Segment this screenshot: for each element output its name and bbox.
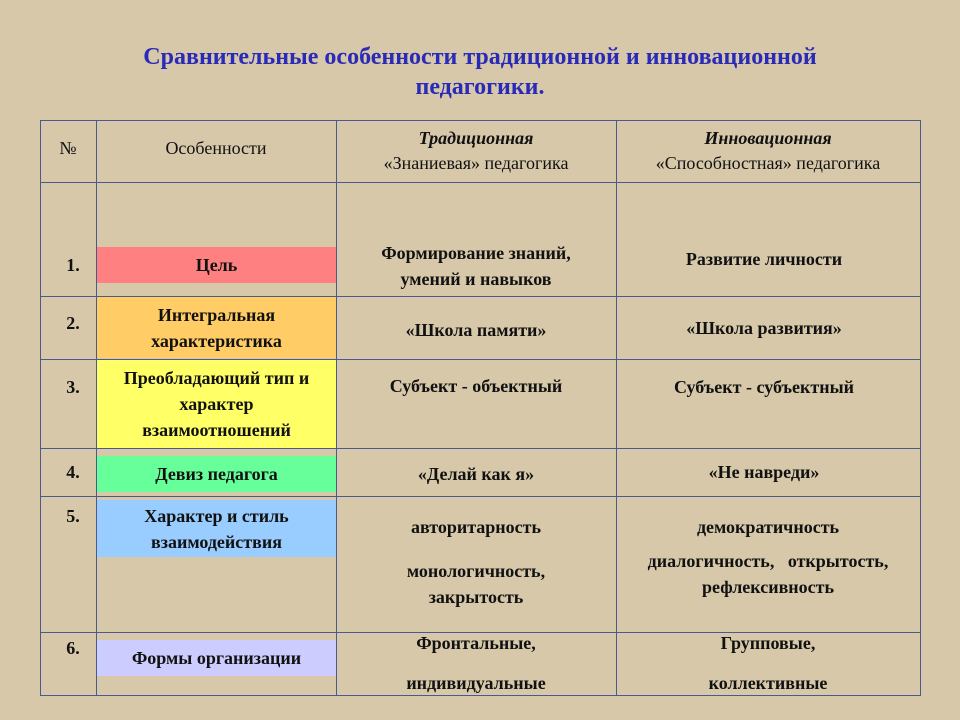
innovative-relationship-line: Субъект - субъектный (673, 377, 855, 397)
table-border-top (40, 120, 921, 121)
header-innovative-title: Инновационная (704, 128, 832, 148)
innovative-forms-line: коллективные (708, 673, 828, 693)
traditional-relationship (336, 373, 616, 399)
feature-motto-text: Девиз педагога (155, 464, 278, 484)
traditional-motto (336, 461, 616, 487)
header-traditional (336, 126, 616, 176)
feature-relationship-line: Преобладающий тип и (123, 368, 310, 388)
row-number: 3. (66, 377, 80, 397)
table-border-left (40, 120, 41, 696)
header-num-text: № (59, 138, 77, 158)
traditional-relationship-line: Субъект - объектный (389, 376, 563, 396)
innovative-goal (616, 246, 912, 272)
header-innovative (616, 126, 920, 176)
row-divider (40, 496, 921, 497)
innovative-integral-line: «Школа развития» (686, 318, 842, 338)
page-title (0, 42, 960, 102)
header-innovative-subtitle: «Способностная» педагогика (655, 153, 881, 173)
feature-integral-line: характеристика (151, 330, 282, 351)
feature-relationship-line: характер (179, 394, 254, 414)
innovative-integral (616, 315, 912, 341)
header-features (96, 136, 336, 161)
innovative-goal-line: Развитие личности (685, 249, 843, 269)
row-divider (40, 182, 921, 183)
feature-style (97, 500, 336, 557)
feature-style-line: Характер и стиль (144, 505, 289, 526)
traditional-forms (336, 630, 616, 696)
traditional-style-line: монологичность, (406, 561, 546, 581)
traditional-goal (336, 240, 616, 292)
traditional-goal-line: Формирование знаний, (381, 243, 571, 263)
header-features-text: Особенности (165, 138, 267, 158)
innovative-forms (616, 630, 920, 696)
feature-style-line: взаимодействия (151, 531, 282, 552)
innovative-style (616, 514, 920, 600)
feature-relationship (97, 360, 336, 448)
traditional-goal-line: умений и навыков (400, 269, 552, 289)
feature-integral-line: Интегральная (157, 304, 276, 325)
traditional-style-line: авторитарность (410, 517, 542, 537)
innovative-forms-line: Групповые, (720, 633, 816, 653)
title-line-2: педагогики. (415, 74, 545, 100)
row-number: 1. (66, 255, 80, 275)
header-traditional-title: Традиционная (418, 128, 534, 148)
feature-forms (97, 640, 336, 676)
table-border-right (920, 120, 921, 696)
feature-forms-text: Формы организации (131, 648, 302, 668)
innovative-motto (616, 459, 912, 485)
feature-goal (97, 247, 336, 283)
traditional-motto-line: «Делай как я» (417, 464, 535, 484)
innovative-style-line: диалогичность, открытость, (647, 551, 889, 571)
traditional-style-line: закрытость (428, 587, 524, 607)
innovative-relationship (616, 374, 912, 400)
header-num (40, 136, 96, 161)
row-number: 2. (66, 313, 80, 333)
row-number: 4. (66, 462, 80, 482)
traditional-integral-line: «Школа памяти» (405, 320, 547, 340)
row-number: 5. (66, 506, 80, 526)
innovative-style-line: демократичность (696, 517, 840, 537)
feature-goal-text: Цель (195, 255, 238, 275)
row-number: 6. (66, 638, 80, 658)
feature-motto (97, 456, 336, 492)
innovative-motto-line: «Не навреди» (708, 462, 820, 482)
title-line-1: Сравнительные особенности традиционной и инновационной (143, 44, 817, 70)
column-divider (616, 120, 617, 696)
feature-relationship-line: взаимоотношений (142, 420, 291, 440)
innovative-style-line: рефлексивность (701, 577, 835, 597)
row-divider (40, 448, 921, 449)
feature-integral (97, 297, 336, 358)
traditional-forms-line: индивидуальные (406, 673, 546, 693)
traditional-forms-line: Фронтальные, (416, 633, 536, 653)
header-traditional-subtitle: «Знаниевая» педагогика (383, 153, 569, 173)
traditional-integral (336, 317, 616, 343)
traditional-style (336, 514, 616, 610)
